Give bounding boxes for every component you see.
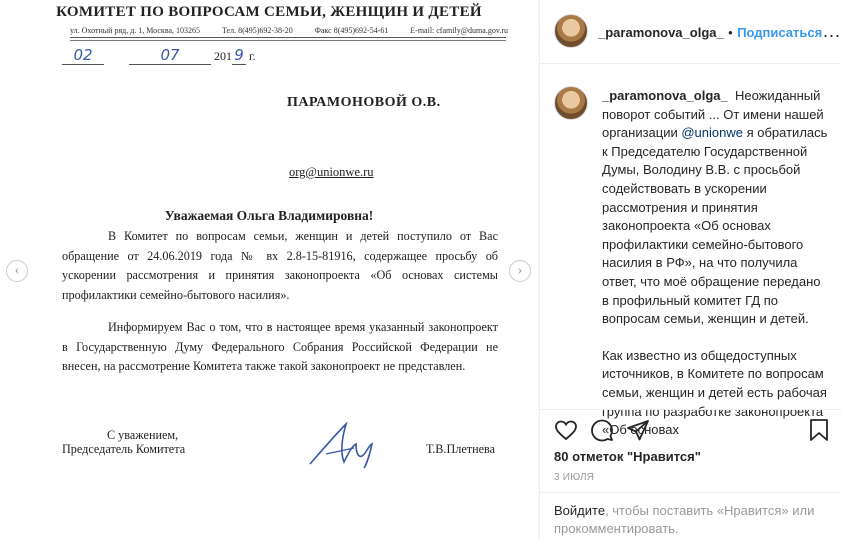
post-caption [602,87,828,438]
chevron-left-icon: ‹ [14,263,20,278]
letterhead-contacts [70,26,508,35]
post-date[interactable]: 3 ИЮЛЯ [554,472,595,483]
bookmark-icon [811,420,827,440]
share-icon [628,421,648,440]
date-year-digit: 9 [234,46,244,64]
date-year-prefix: 201 [214,49,232,63]
save-button[interactable] [808,418,830,442]
likes-count[interactable]: 80 отметок "Нравится" [554,449,701,464]
recipient-name: ПАРАМОНОВОЙ О.В. [287,95,441,110]
like-button[interactable] [554,418,578,442]
header-separator: • [728,25,733,40]
recipient-email: org@unionwe.ru [289,165,374,179]
carousel-next-button[interactable] [509,260,531,282]
login-link[interactable]: Войдите [554,503,606,518]
letter-closing: С уважением, [107,428,179,442]
carousel-prev-button[interactable] [6,260,28,282]
heart-icon [556,422,576,440]
letter-date [62,46,256,64]
letterhead-email: E-mail: cfamily@duma.gov.ru [410,26,508,35]
post-header [540,0,841,64]
letter-greeting: Уважаемая Ольга Владимировна! [164,208,374,223]
header-username[interactable]: _paramonova_olga_ [598,25,724,40]
caption-paragraph-2: Как известно из общедоступных источников, в Комитете по вопросам семьи, женщин и детей есть рабочая группа по разработке законопроекта «Об основах [602,347,827,438]
date-day: 02 [73,46,93,64]
letterhead-fax: Факс 8(495)692-54-61 [314,26,389,35]
letterhead-phone: Тел. 8(495)692-38-20 [221,26,293,35]
letterhead-rule-thin [70,40,506,41]
date-suffix: г. [249,49,256,63]
more-options-button[interactable]: ... [823,21,841,41]
caption-text-part-2: я обратилась к Председателю Государственной Думы, Володину В.В. с просьбой содействовать в ускорении рассмотрения и принятия законопроекта «Об основах профилактики семейно-бытового насилия в РФ», на что получила ответ, что моё обращение передано в профильный комитет ГД по вопросам семьи, женщин и детей. [602,125,828,327]
signer-name: Т.В.Плетнева [426,442,495,456]
caption-paragraph-1 [602,87,828,329]
caption-mention-link[interactable]: @unionwe [681,125,743,141]
committee-title: КОМИТЕТ ПО ВОПРОСАМ СЕМЬИ, ЖЕНЩИН И ДЕТЕЙ [56,4,482,20]
letterhead-rule [70,37,506,38]
post-header-meta [598,24,822,42]
date-month: 07 [160,46,180,64]
login-prompt-text: , чтобы поставить «Нравится» или прокомментировать. [554,503,815,536]
actions-divider [540,409,841,410]
comment-icon [592,421,612,441]
login-prompt [554,502,834,538]
follow-button[interactable]: Подписаться [737,25,823,40]
handwritten-signature [306,418,382,470]
caption-avatar[interactable] [554,86,588,120]
signer-position: Председатель Комитета [62,442,186,456]
caption-text-part-1: Неожиданный поворот событий ... От имени нашей организации [602,88,824,141]
letterhead-address: ул. Охотный ряд, д. 1, Москва, 103265 [70,26,201,35]
post-sidebar [539,0,841,539]
chevron-right-icon: › [517,263,523,278]
avatar[interactable] [554,14,588,48]
caption-username[interactable]: _paramonova_olga_ [602,88,728,103]
comment-button[interactable] [590,418,614,442]
letter-paragraph-1: В Комитет по вопросам семьи, женщин и детей поступило от Вас обращение от 24.06.2019 года № вх 2.8-15-81916, содержащее просьбу об ускорении рассмотрения и принятия законопроекта «Об основах системы профилактики семейно-бытового насилия». [62,229,498,302]
letter-paragraph-2: Информируем Вас о том, что в настоящее время указанный законопроект в Государственную Думу Федерального Собрания Российской Федерации не внесен, на рассмотрение Комитета также такой законопроект не представлен. [62,320,498,373]
login-divider [540,492,841,493]
share-button[interactable] [626,418,650,442]
